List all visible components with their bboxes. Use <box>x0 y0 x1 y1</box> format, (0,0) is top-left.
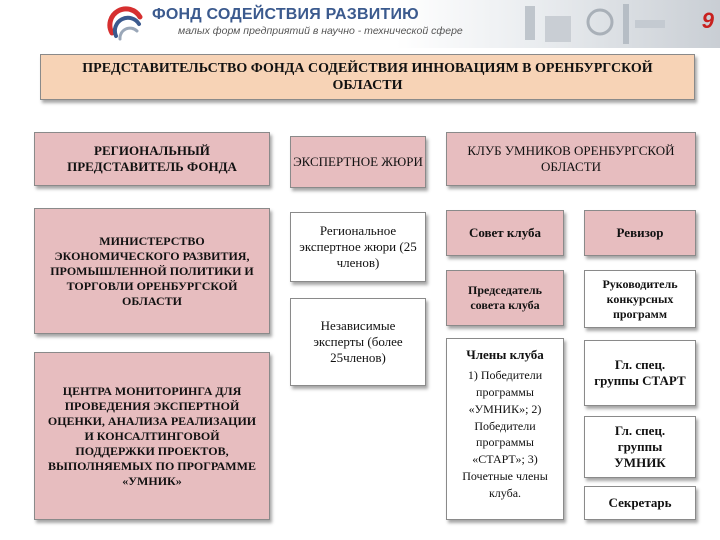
microscope-decoration-icon <box>505 0 680 48</box>
auditor-box: Ревизор <box>584 210 696 256</box>
fund-logo-icon <box>106 3 146 43</box>
expert-jury-box: ЭКСПЕРТНОЕ ЖЮРИ <box>290 136 426 188</box>
ministry-box: МИНИСТЕРСТВО ЭКОНОМИЧЕСКОГО РАЗВИТИЯ, ПРОМЫШЛЕННОЙ ПОЛИТИКИ И ТОРГОВЛИ ОРЕНБУРГСКОЙ ОБЛАСТИ <box>34 208 270 334</box>
club-title-box: КЛУБ УМНИКОВ ОРЕНБУРГСКОЙ ОБЛАСТИ <box>446 132 696 186</box>
monitoring-center-box: ЦЕНТРА МОНИТОРИНГА ДЛЯ ПРОВЕДЕНИЯ ЭКСПЕРТНОЙ ОЦЕНКИ, АНАЛИЗА РЕАЛИЗАЦИИ И КОНСАЛТИНГОВОЙ ПОДДЕРЖКИ ПРОЕКТОВ, ВЫПОЛНЯЕМЫХ ПО ПРОГРАММЕ «УМНИК» <box>34 352 270 520</box>
council-box: Совет клуба <box>446 210 564 256</box>
regional-jury-box: Региональное экспертное жюри (25 членов) <box>290 212 426 282</box>
members-title: Члены клуба <box>466 347 544 362</box>
diagram-title: ПРЕДСТАВИТЕЛЬСТВО ФОНДА СОДЕЙСТВИЯ ИННОВАЦИЯМ В ОРЕНБУРГСКОЙ ОБЛАСТИ <box>40 54 695 100</box>
members-list: 1) Победители программы «УМНИК»; 2) Победители программы «СТАРТ»; 3) Почетные члены клуба. <box>462 368 548 500</box>
secretary-box: Секретарь <box>584 486 696 520</box>
members-box <box>446 338 564 520</box>
logo-subtitle: малых форм предприятий в научно - технической сфере <box>178 25 463 37</box>
umnik-head-box: Гл. спец. группы УМНИК <box>584 416 696 478</box>
contest-head-box: Руководитель конкурсных программ <box>584 270 696 328</box>
regional-representative-box: РЕГИОНАЛЬНЫЙ ПРЕДСТАВИТЕЛЬ ФОНДА <box>34 132 270 186</box>
independent-experts-box: Независимые эксперты (более 25членов) <box>290 298 426 386</box>
chairman-box: Председатель совета клуба <box>446 270 564 326</box>
start-head-box: Гл. спец. группы СТАРТ <box>584 340 696 406</box>
page-number: 9 <box>701 8 714 33</box>
logo-title: ФОНД СОДЕЙСТВИЯ РАЗВИТИЮ <box>152 6 419 23</box>
